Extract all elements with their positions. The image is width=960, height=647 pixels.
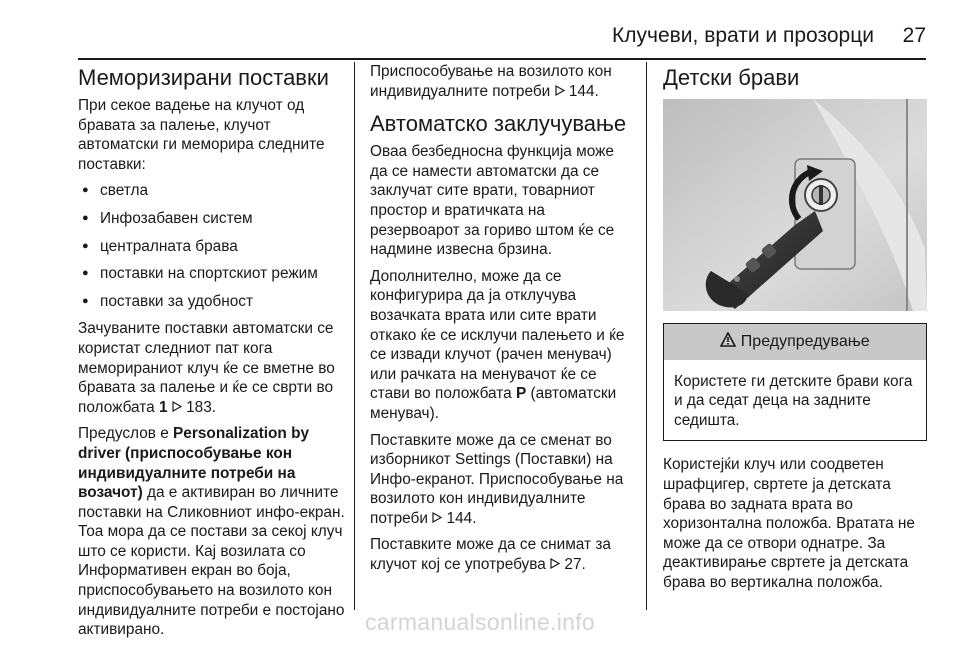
heading-automatic-locking: Автоматско заклучување [370,111,627,137]
child-lock-paragraph: Користејќи клуч или соодветен шрафцигер, свртете ја детската брава во задната врата во хоризонтална положба. Вратата не може да се отвори однатре. За деактивирање свртете ја детската брава во вертикална положба. [663,456,915,591]
prerequisite-rest: да е активиран во личните поставки на Сликовниот инфо-екран. Тоа мора да се постави за секој клуч што се користи. Кај возилата со Информативен екран во боја, приспособувањето на возилото кон индивидуалните потреби е постојано активирано. [78,484,345,639]
column-divider-2 [646,62,647,610]
prerequisite-paragraph [78,424,350,640]
list-item: ● поставки за удобност [78,292,350,312]
column-automatic-locking [370,62,632,582]
page-ref-icon[interactable] [172,399,186,416]
stored-settings-text: Зачуваните поставки автоматски се користат следниот пат кога меморираниот клуч ќе се вметне во бравата за палење и ќе се сврти во положбата [78,320,335,416]
save-settings-paragraph [370,535,632,574]
list-item: ● светла [78,181,350,201]
personalization-setting: Personalization by driver (приспособување кон индивидуалните потреби на возачот) [78,425,310,502]
list-item: ● Инфозабавен систем [78,209,350,229]
child-lock-illustration [663,99,927,311]
page-ref-icon[interactable] [555,83,569,100]
settings-menu-text: Поставките може да се сменат во изборникот Settings (Поставки) на Инфо-екранот. Приспособување на возилото кон индивидуалните потреби [370,431,624,527]
heading-memorised-settings: Меморизирани поставки [78,65,329,90]
unlock-config-text: Дополнително, може да се конфигурира да ја отклучува возачката врата или сите врати откако ќе се исклучи палењето и ќе се извади клучот (рачен менувач) или рачката на менувачот ќе се стави во положбата [370,267,625,403]
watermark: carmanualsonline.info [364,609,596,635]
column-divider-1 [354,62,355,610]
page-number: 27 [902,24,926,47]
prerequisite-lead: Предуслов е [78,425,169,443]
warning-box [663,323,927,441]
page-header [0,0,960,62]
settings-menu-paragraph [370,431,632,529]
gear-position-p: P [515,385,527,403]
column-memorised-settings [78,62,350,647]
personalization-text: Приспособување на возилото кон индивидуалните потреби [370,63,612,100]
personalization-paragraph [370,62,632,101]
ignition-position: 1 [158,398,168,416]
page-ref-text: 144. [568,82,599,100]
unlock-config-paragraph [370,267,632,424]
page-ref-text: 144. [446,509,477,527]
warning-triangle-icon [720,333,740,350]
page-ref-text: 183. [186,398,217,416]
stored-settings-paragraph [78,319,350,417]
heading-child-locks: Детски брави [663,65,800,90]
list-item: ● централната брава [78,237,350,257]
unlock-config-rest: (автоматски менувач). [370,385,617,422]
page-ref-icon[interactable] [432,510,446,527]
settings-list [78,181,350,311]
header-rule [78,58,926,60]
intro-paragraph: При секое вадење на клучот од бравата за палење, клучот автоматски ги меморира следните поставки: [78,97,325,173]
save-settings-text: Поставките може да се снимат за клучот кој се употребува [370,536,611,574]
page-ref-text: 27. [564,556,586,574]
warning-title: Предупредување [740,333,870,350]
safety-paragraph: Оваа безбедносна функција може да се намести автоматски да се заклучат сите врати, товарниот простор и вратичката на резервоарот за гориво штом ќе се надмине извесна брзина. [370,143,615,259]
page-ref-icon[interactable] [550,556,564,573]
header-title: Клучеви, врати и прозорци [612,24,874,47]
warning-header [664,324,926,360]
column-child-locks [663,62,927,600]
warning-text: Користете ги детските брави кога и да седат деца на задните седишта. [674,372,913,429]
list-item: ● поставки на спортскиот режим [78,264,350,284]
